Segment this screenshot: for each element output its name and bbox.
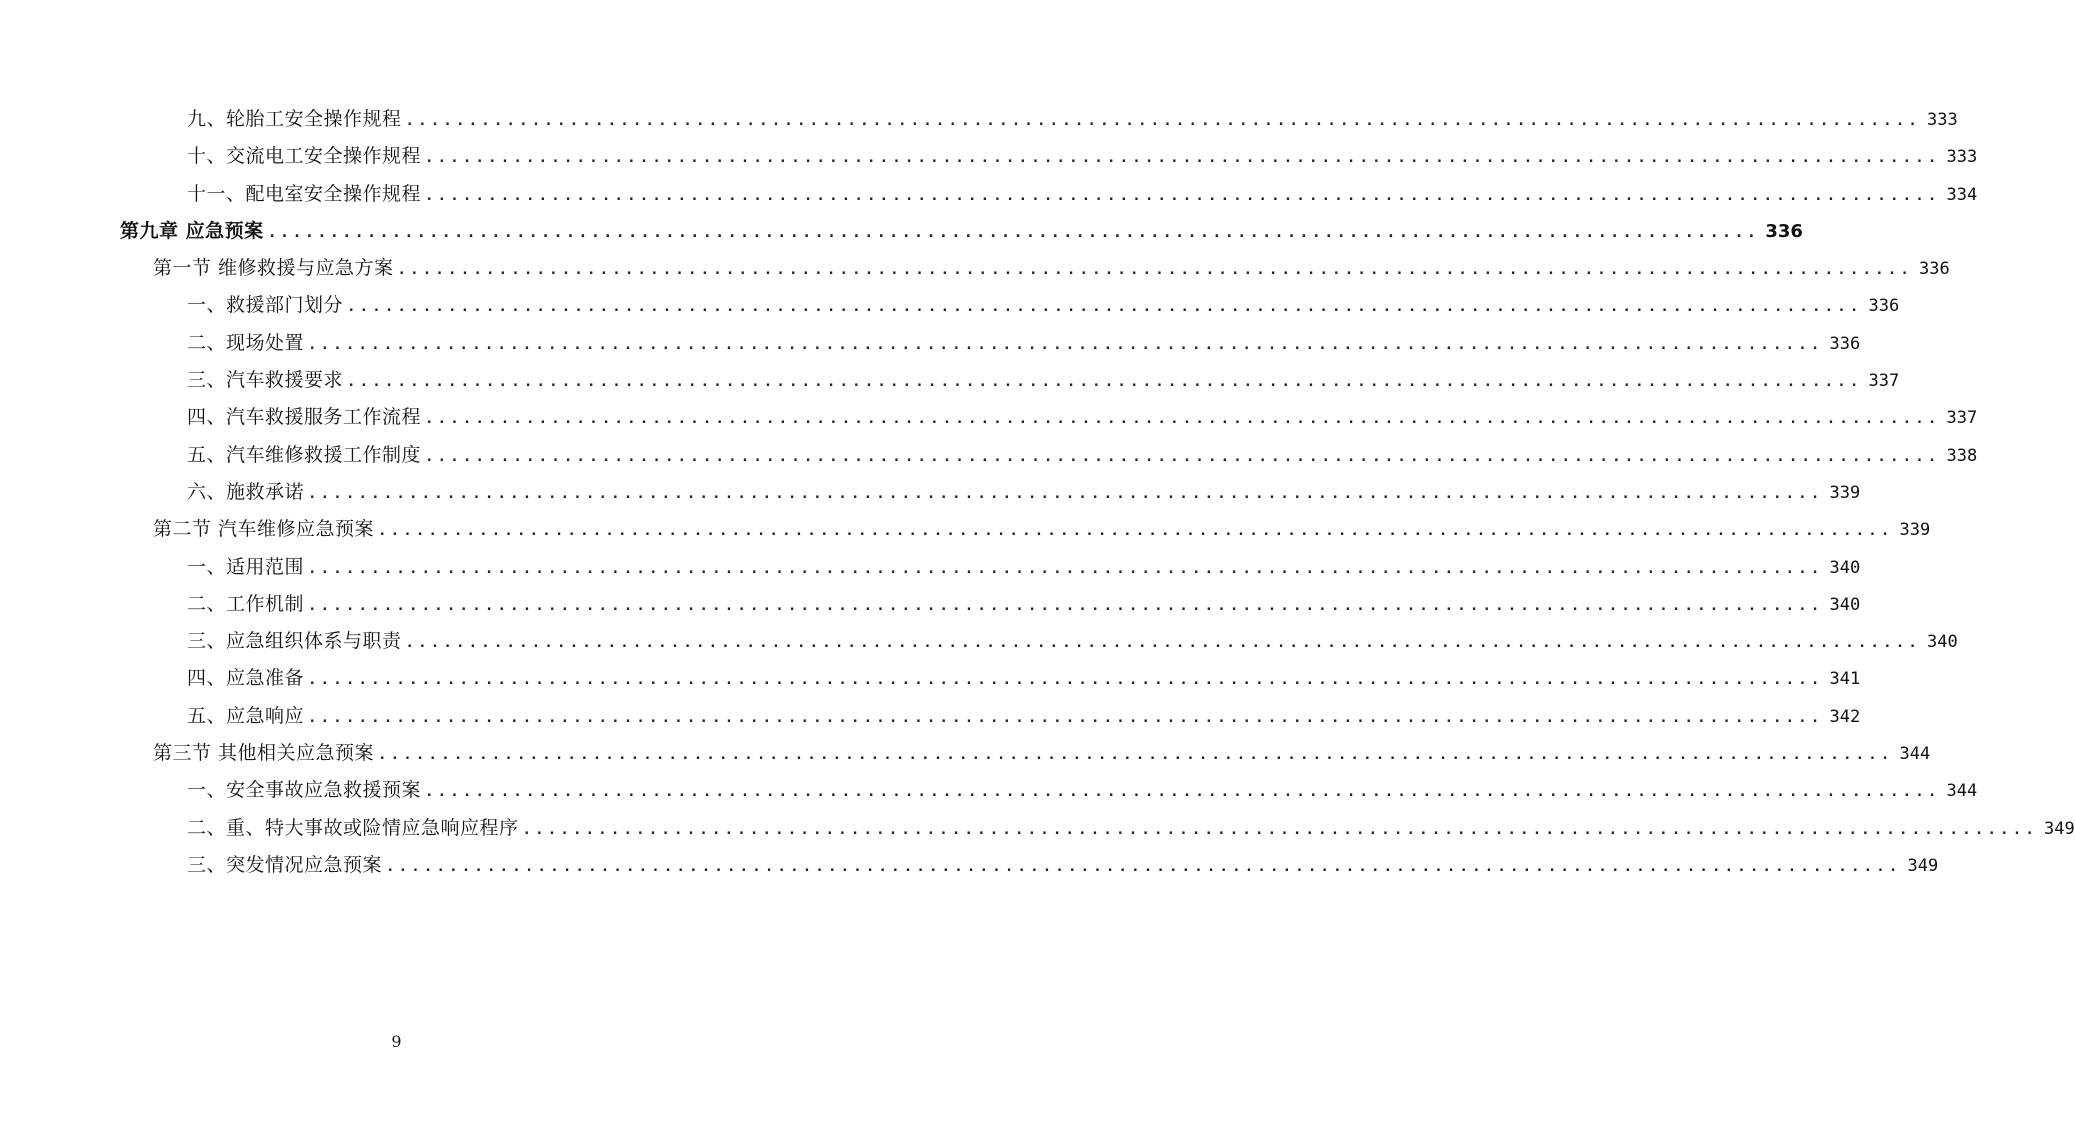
toc-section-title: 第三节 其他相关应急预案 [153, 742, 375, 765]
toc-entry-page: 333 [1926, 110, 1958, 130]
toc-entry-title: 一、适用范围 [187, 555, 305, 578]
toc-entry-page: 349 [2043, 818, 2075, 839]
toc-entry-page: 344 [1946, 781, 1978, 802]
toc-dot-leader: ........................................................................................................................ [308, 672, 1824, 689]
toc-dot-leader: ........................................................................................................................ [425, 784, 1941, 801]
toc-entry-title: 二、工作机制 [187, 592, 305, 615]
toc-dot-leader: ........................................................................................................................ [308, 597, 1824, 614]
toc-entry[interactable] [120, 660, 1861, 697]
toc-section-title: 第二节 汽车维修应急预案 [153, 518, 375, 541]
toc-dot-leader: ........................................................................................................................ [378, 747, 1894, 764]
page-number: 9 [391, 1032, 402, 1051]
toc-entry[interactable] [120, 847, 1939, 884]
toc-dot-leader: ........................................................................................................................ [267, 222, 1760, 241]
toc-entry[interactable] [120, 549, 1861, 586]
toc-section-entry[interactable] [120, 735, 1931, 772]
table-of-contents [120, 101, 2075, 884]
toc-entry[interactable] [120, 437, 1978, 474]
toc-entry[interactable] [120, 474, 1861, 511]
toc-entry-title: 一、安全事故应急救援预案 [187, 779, 422, 802]
toc-entry[interactable] [120, 698, 1861, 735]
toc-entry[interactable] [120, 101, 1958, 138]
toc-entry[interactable] [120, 623, 1958, 660]
toc-entry-title: 十、交流电工安全操作规程 [187, 145, 422, 168]
toc-entry-page: 333 [1946, 147, 1978, 168]
toc-dot-leader: ........................................................................................................................ [425, 187, 1941, 204]
toc-section-entry[interactable] [120, 250, 1950, 287]
toc-entry-title: 九、轮胎工安全操作规程 [187, 108, 402, 130]
toc-dot-leader: ........................................................................................................................ [522, 821, 2038, 838]
toc-entry-title: 二、重、特大事故或险情应急响应程序 [187, 816, 519, 839]
toc-entry-page: 338 [1946, 445, 1978, 466]
toc-dot-leader: ........................................................................................................................ [308, 709, 1824, 726]
toc-entry-page: 337 [1946, 408, 1978, 429]
toc-entry[interactable] [120, 586, 1861, 623]
toc-entry-page: 340 [1926, 632, 1958, 653]
toc-entry-page: 340 [1829, 557, 1861, 578]
toc-entry[interactable] [120, 399, 1978, 436]
toc-entry-page: 336 [1829, 333, 1861, 354]
toc-section-page: 344 [1899, 744, 1931, 765]
toc-entry-page: 342 [1829, 706, 1861, 727]
toc-dot-leader: ........................................................................................................................ [425, 411, 1941, 428]
toc-entry-title: 二、现场处置 [187, 331, 305, 354]
toc-entry-page: 337 [1868, 371, 1900, 392]
toc-entry[interactable] [120, 772, 1978, 809]
toc-dot-leader: ........................................................................................................................ [347, 374, 1863, 391]
toc-entry-title: 六、施救承诺 [187, 480, 305, 503]
toc-section-page: 336 [1919, 259, 1950, 280]
toc-entry-page: 340 [1829, 594, 1861, 615]
toc-dot-leader: ........................................................................................................................ [308, 336, 1824, 353]
toc-entry-page: 349 [1907, 855, 1939, 876]
toc-entry-title: 四、汽车救援服务工作流程 [187, 406, 422, 429]
toc-section-entry[interactable] [120, 511, 1931, 548]
toc-dot-leader: ........................................................................................................................ [347, 299, 1863, 316]
toc-entry-page: 339 [1829, 482, 1861, 503]
toc-entry-title: 一、救援部门划分 [187, 294, 344, 317]
toc-entry[interactable] [120, 362, 1900, 399]
toc-entry-page: 334 [1946, 184, 1978, 205]
toc-entry-page: 336 [1868, 296, 1900, 317]
toc-dot-leader: ........................................................................................................................ [405, 113, 1921, 129]
toc-entry-title: 十一、配电室安全操作规程 [187, 182, 422, 205]
toc-dot-leader: ........................................................................................................................ [405, 635, 1921, 652]
toc-entry-page: 341 [1829, 669, 1861, 690]
toc-dot-leader: ........................................................................................................................ [397, 262, 1913, 279]
toc-dot-leader: ........................................................................................................................ [378, 523, 1894, 540]
toc-chapter-title: 第九章 应急预案 [120, 219, 264, 242]
toc-entry-title: 五、汽车维修救援工作制度 [187, 443, 422, 466]
toc-entry[interactable] [120, 176, 1978, 213]
toc-entry[interactable] [120, 287, 1900, 324]
toc-chapter-page: 336 [1765, 220, 1803, 242]
toc-dot-leader: ........................................................................................................................ [425, 448, 1941, 465]
toc-dot-leader: ........................................................................................................................ [308, 485, 1824, 502]
toc-entry-title: 五、应急响应 [187, 704, 305, 727]
toc-section-page: 339 [1899, 520, 1931, 541]
toc-dot-leader: ........................................................................................................................ [308, 560, 1824, 577]
toc-entry[interactable] [120, 325, 1861, 362]
toc-entry[interactable] [120, 810, 2075, 847]
toc-section-title: 第一节 维修救援与应急方案 [153, 257, 394, 280]
toc-entry[interactable] [120, 138, 1978, 175]
toc-chapter-entry[interactable] [120, 213, 1803, 250]
toc-entry-title: 三、突发情况应急预案 [187, 853, 383, 876]
toc-entry-title: 四、应急准备 [187, 667, 305, 690]
toc-entry-title: 三、应急组织体系与职责 [187, 630, 402, 653]
toc-dot-leader: ........................................................................................................................ [386, 858, 1902, 875]
toc-entry-title: 三、汽车救援要求 [187, 369, 344, 392]
toc-dot-leader: ........................................................................................................................ [425, 150, 1941, 167]
